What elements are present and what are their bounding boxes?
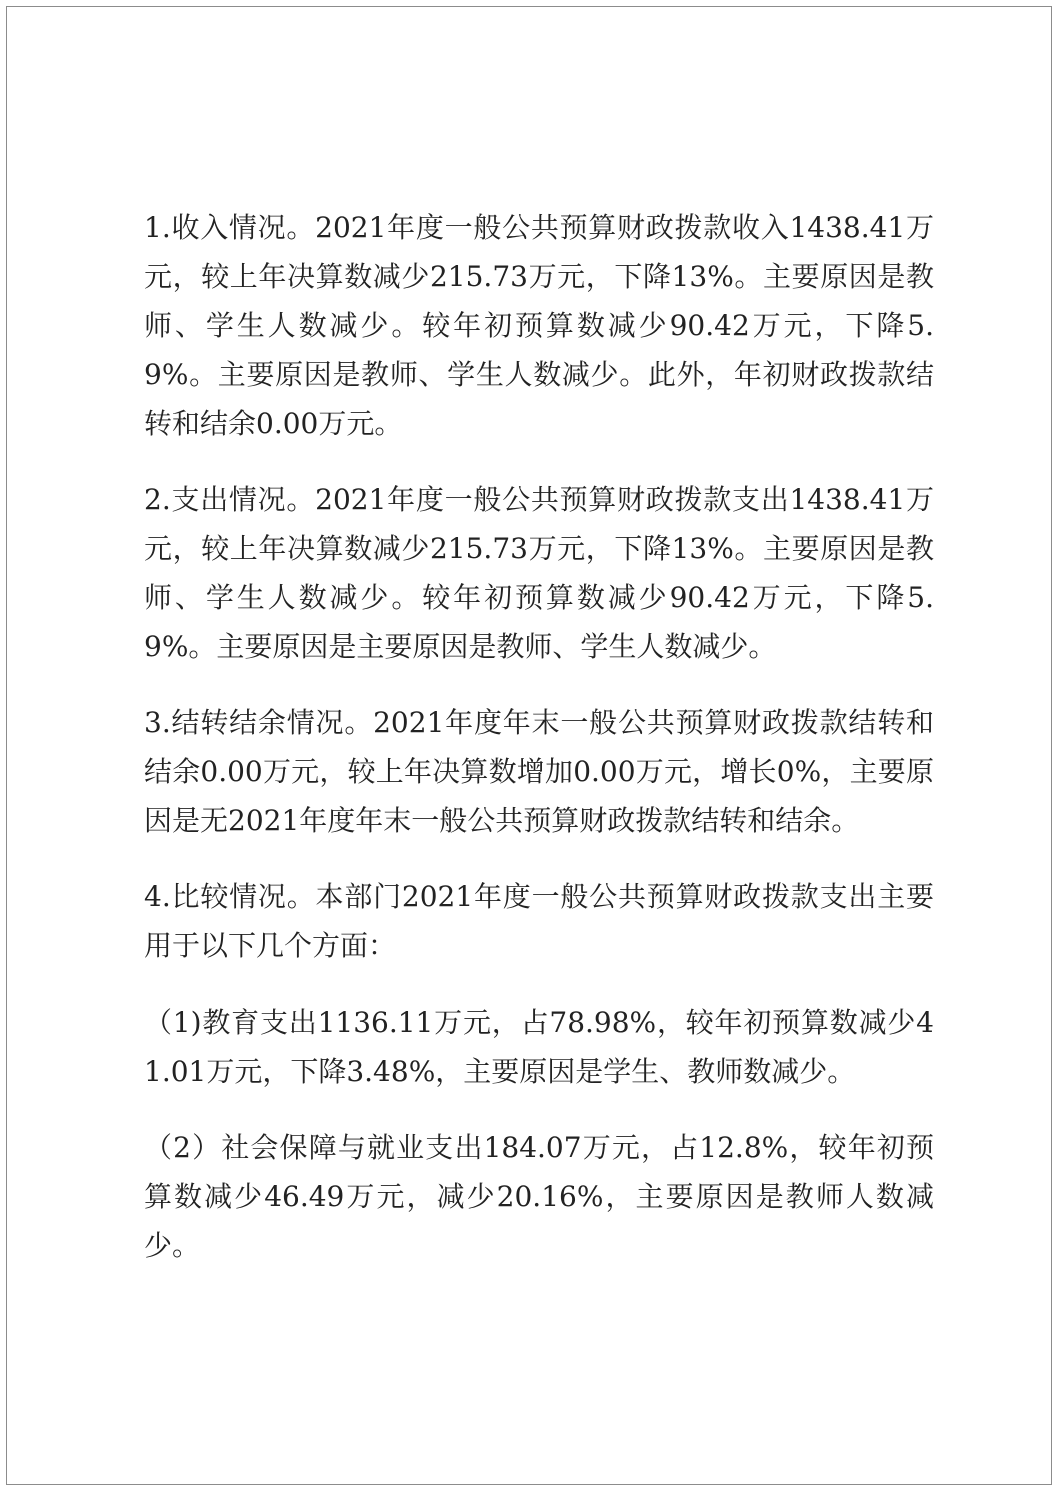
paragraph-social-security-expenditure: （2）社会保障与就业支出184.07万元，占12.8%，较年初预算数减少46.49万元，减少20.16%，主要原因是教师人数减少。 bbox=[144, 1131, 934, 1262]
document-page bbox=[6, 6, 1052, 1485]
document-body bbox=[144, 203, 934, 1270]
paragraph-education-expenditure: （1)教育支出1136.11万元，占78.98%，较年初预算数减少41.01万元，下降3.48%，主要原因是学生、教师数减少。 bbox=[144, 1006, 934, 1088]
paragraph-expenditure: 2.支出情况。2021年度一般公共预算财政拨款支出1438.41万元，较上年决算数减少215.73万元，下降13%。主要原因是教师、学生人数减少。较年初预算数减少90.42万元，下降5.9%。主要原因是主要原因是教师、学生人数减少。 bbox=[144, 483, 934, 663]
paragraph-carryover: 3.结转结余情况。2021年度年末一般公共预算财政拨款结转和结余0.00万元，较上年决算数增加0.00万元，增长0%，主要原因是无2021年度年末一般公共预算财政拨款结转和结余。 bbox=[144, 706, 934, 837]
paragraph-income: 1.收入情况。2021年度一般公共预算财政拨款收入1438.41万元，较上年决算数减少215.73万元，下降13%。主要原因是教师、学生人数减少。较年初预算数减少90.42万元，下降5.9%。主要原因是教师、学生人数减少。此外，年初财政拨款结转和结余0.00万元。 bbox=[144, 211, 934, 440]
paragraph-comparison: 4.比较情况。本部门2021年度一般公共预算财政拨款支出主要用于以下几个方面： bbox=[144, 880, 934, 962]
